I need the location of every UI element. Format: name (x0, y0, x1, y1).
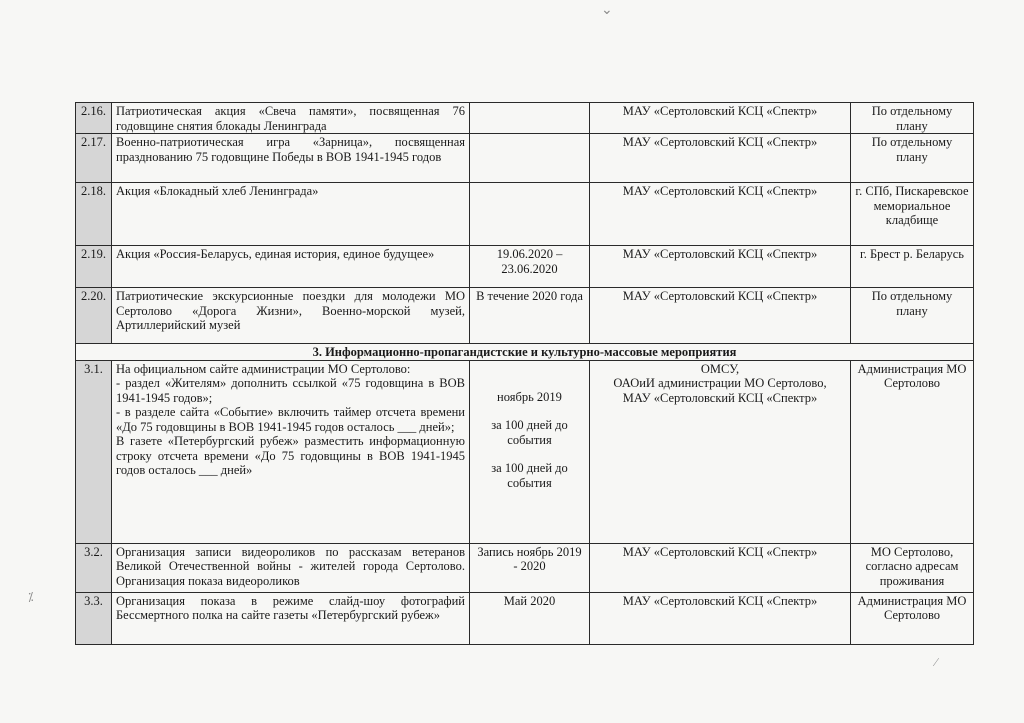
event-executor: МАУ «Сертоловский КСЦ «Спектр» (590, 592, 851, 644)
event-executor: МАУ «Сертоловский КСЦ «Спектр» (590, 246, 851, 288)
date-line: за 100 дней до события (491, 418, 568, 447)
description-line: На официальном сайте администрации МО Сертолово: (116, 361, 411, 376)
description-line: - в разделе сайта «Событие» включить таймер отсчета времени «До 75 годовщины в ВОВ 1941-1945 годов осталось ___ дней»; (116, 405, 465, 434)
scan-mark: ⁒ (28, 590, 34, 604)
table-row (76, 360, 974, 543)
scan-mark: ∕ (935, 655, 938, 669)
row-number: 2.18. (76, 183, 112, 246)
event-place: г. Брест р. Беларусь (851, 246, 974, 288)
table-row (76, 103, 974, 134)
event-date: Май 2020 (470, 592, 590, 644)
event-place: По отдельному плану (851, 288, 974, 344)
row-number: 3.2. (76, 543, 112, 592)
event-place: По отдельному плану (851, 103, 974, 134)
row-number: 3.1. (76, 360, 112, 543)
event-executor: МАУ «Сертоловский КСЦ «Спектр» (590, 103, 851, 134)
event-description: Патриотические экскурсионные поездки для молодежи МО Сертолово «Дорога Жизни», Военно-морской музей, Артиллерийский музей (112, 288, 470, 344)
section-title: 3. Информационно-пропагандистские и культурно-массовые мероприятия (76, 344, 974, 361)
event-description: Организация записи видеороликов по рассказам ветеранов Великой Отечественной войны - жителей города Сертолово. Организация показа видеороликов (112, 543, 470, 592)
date-line: ноябрь 2019 (497, 389, 562, 404)
row-number: 2.17. (76, 134, 112, 183)
event-executor: МАУ «Сертоловский КСЦ «Спектр» (590, 183, 851, 246)
event-description: Организация показа в режиме слайд-шоу фотографий Бессмертного полка на сайте газеты «Петербургский рубеж» (112, 592, 470, 644)
event-place: г. СПб, Пискаревское мемориальное кладбище (851, 183, 974, 246)
event-place: Администрация МО Сертолово (851, 592, 974, 644)
executor-line: МАУ «Сертоловский КСЦ «Спектр» (622, 390, 818, 405)
executor-line: ОМСУ, (700, 361, 740, 376)
event-description: Акция «Блокадный хлеб Ленинграда» (112, 183, 470, 246)
event-place: По отдельному плану (851, 134, 974, 183)
event-date: 19.06.2020 – 23.06.2020 (470, 246, 590, 288)
event-place: МО Сертолово, согласно адресам проживания (851, 543, 974, 592)
table-row (76, 592, 974, 644)
event-executor: МАУ «Сертоловский КСЦ «Спектр» (590, 288, 851, 344)
table-row (76, 543, 974, 592)
table-row (76, 246, 974, 288)
event-place: Администрация МО Сертолово (851, 360, 974, 543)
event-date (470, 183, 590, 246)
event-description: Акция «Россия-Беларусь, единая история, единое будущее» (112, 246, 470, 288)
event-date (470, 360, 590, 543)
executor-line: ОАОиИ администрации МО Сертолово, (613, 376, 827, 390)
table-row (76, 288, 974, 344)
event-date (470, 134, 590, 183)
event-executor (590, 360, 851, 543)
event-date: Запись ноябрь 2019 - 2020 (470, 543, 590, 592)
date-line: за 100 дней до события (491, 461, 568, 490)
description-line: - раздел «Жителям» дополнить ссылкой «75 годовщина в ВОВ 1941-1945 годов»; (116, 376, 465, 405)
row-number: 2.19. (76, 246, 112, 288)
event-date (470, 103, 590, 134)
section-header-row (76, 344, 974, 361)
event-description: Военно-патриотическая игра «Зарница», посвященная празднованию 75 годовщине Победы в ВОВ 1941-1945 годов (112, 134, 470, 183)
row-number: 2.16. (76, 103, 112, 134)
row-number: 3.3. (76, 592, 112, 644)
events-plan-table (75, 102, 974, 645)
description-line: В газете «Петербургский рубеж» разместить информационную строку отсчета времени «До 75 годовщины в ВОВ 1941-1945 годов осталось ___ дней» (116, 434, 465, 477)
event-description (112, 360, 470, 543)
event-executor: МАУ «Сертоловский КСЦ «Спектр» (590, 543, 851, 592)
scan-mark: ⌄ (601, 3, 613, 18)
table-row (76, 183, 974, 246)
event-date: В течение 2020 года (470, 288, 590, 344)
event-executor: МАУ «Сертоловский КСЦ «Спектр» (590, 134, 851, 183)
row-number: 2.20. (76, 288, 112, 344)
table-row (76, 134, 974, 183)
event-description: Патриотическая акция «Свеча памяти», посвященная 76 годовщине снятия блокады Ленинграда (112, 103, 470, 134)
